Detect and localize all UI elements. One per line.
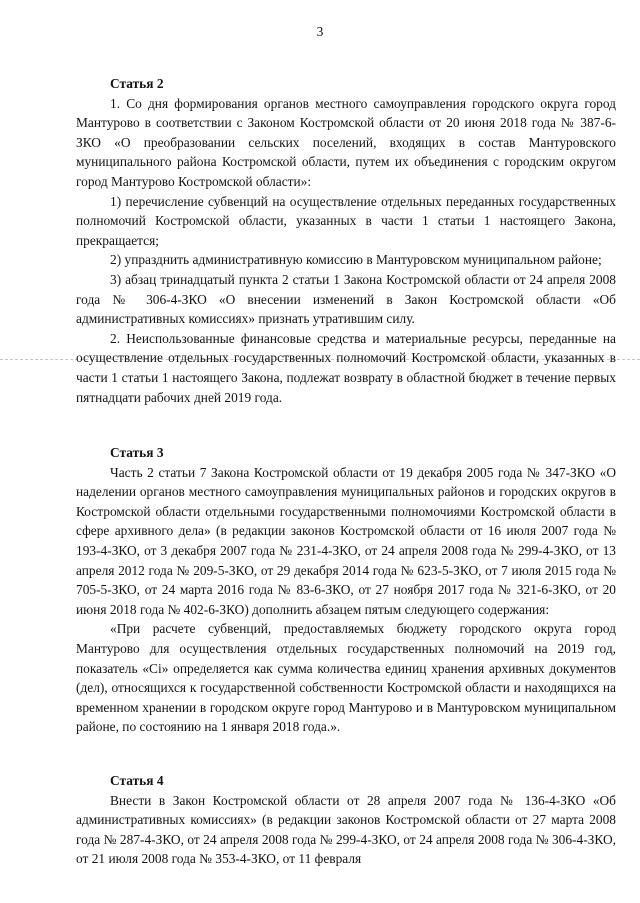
article-4-paragraph: Внести в Закон Костромской области от 28 апреля 2007 года № 136-4-ЗКО «Об административных комиссиях» (в редакции законов Костромской области от 27 марта 2008 года № 287-4-ЗКО, от 24 апреля 2008 года № 299-4-ЗКО, от 24 апреля 2008 года № 306-4-ЗКО, от 21 июля 2008 года № 353-4-ЗКО, от 11 февраля: [76, 792, 616, 867]
article-2-paragraph: 1) перечисление субвенций на осуществление отдельных переданных государственных полномочий Костромской области, указанных в части 1 статьи 1 настоящего Закона, прекращается;: [76, 193, 616, 248]
document-body: [76, 74, 616, 869]
article-2-paragraph: 1. Со дня формирования органов местного самоуправления городского округа город Мантурово в соответствии с Законом Костромской области от 20 июня 2018 года № 387-6-ЗКО «О преобразовании сельских поселений, входящих в состав Мантуровского муниципального района Костромской области, путем их объединения с городским округом город Мантурово Костромской области»:: [76, 95, 616, 189]
article-4-heading: Статья 4: [110, 773, 164, 788]
article-2-paragraph: 3) абзац тринадцатый пункта 2 статьи 1 Закона Костромской области от 24 апреля 2008 года № 306-4-ЗКО «О внесении изменений в Закон Костромской области «Об административных комиссиях» признать утратившим силу.: [76, 271, 616, 327]
article-3-quote-paragraph: «При расчете субвенций, предоставляемых бюджету городского округа город Мантурово для осуществления отдельных государственных полномочий на 2019 год, показатель «Ci» определяется как сумма количества единиц хранения архивных документов (дел), относящихся к государственной собственности Костромской области и находящихся на временном хранении в городском округе город Мантурово и в Мантуровском муниципальном районе, по состоянию на 1 января 2018 года.».: [76, 621, 616, 735]
article-3-heading: Статья 3: [110, 445, 164, 461]
article-3-paragraph: Часть 2 статьи 7 Закона Костромской области от 19 декабря 2005 года № 347-ЗКО «О наделении органов местного самоуправления муниципальных районов и городских округов в Костромской области отдельными государственными полномочиями Костромской области в сфере архивного дела» (в редакции законов Костромской области от 16 июля 2007 года № 193-4-ЗКО, от 3 декабря 2007 года № 231-4-ЗКО, от 24 апреля 2008 года № 299-4-ЗКО, от 13 апреля 2012 года № 209-5-ЗКО, от 29 декабря 2014 года № 623-5-ЗКО, от 7 июля 2015 года № 705-5-ЗКО, от 24 марта 2016 года № 83-6-ЗКО, от 27 ноября 2017 года № 321-6-ЗКО, от 20 июня 2018 года № 402-6-ЗКО) дополнить абзацем пятым следующего содержания:: [76, 464, 616, 617]
article-2-heading: Статья 2: [110, 76, 164, 91]
article-2-paragraph: 2. Неиспользованные финансовые средства и материальные ресурсы, переданные на осуществление отдельных государственных полномочий Костромской области, указанных в части 1 статьи 1 настоящего Закона, подлежат возврату в областной бюджет в течение первых пятнадцати рабочих дней 2019 года.: [76, 330, 616, 405]
page-number: 3: [316, 24, 324, 39]
article-2-paragraph: 2) упразднить административную комиссию в Мантуровском муниципальном районе;: [110, 252, 602, 268]
